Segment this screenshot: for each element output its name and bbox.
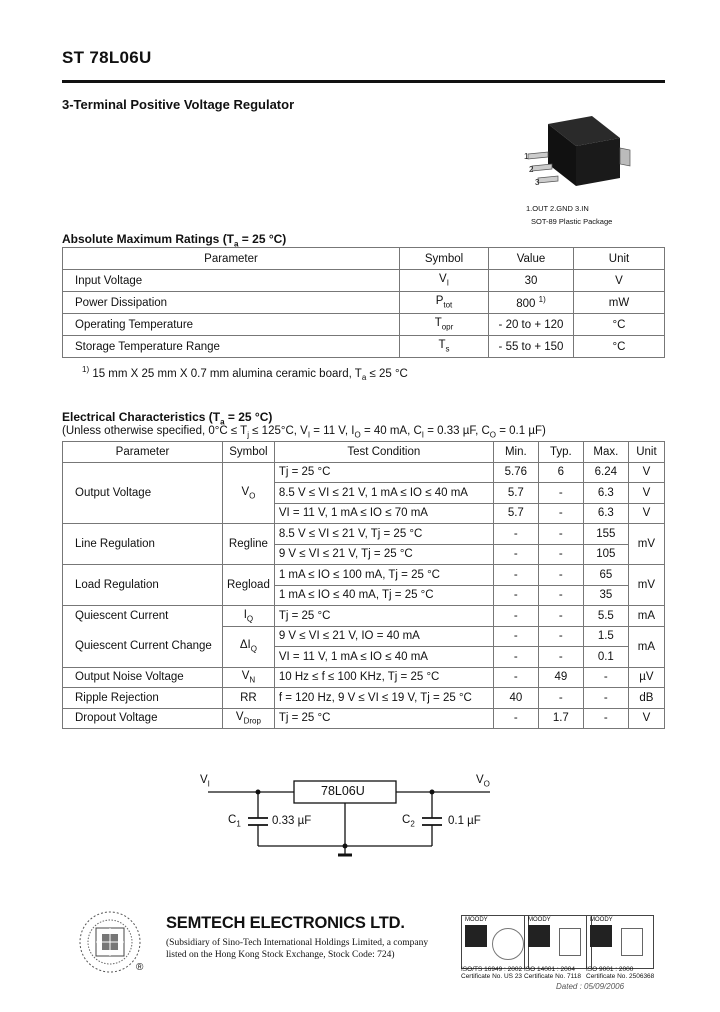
application-circuit [190, 770, 510, 865]
table-cell: $T_s$ [400, 336, 489, 358]
table-cell: mV [628, 565, 664, 606]
table-cell: f = 120 Hz, 9 V ≤ VI ≤ 19 V, Tj = 25 °C [274, 688, 493, 709]
table-cell: mA [628, 606, 664, 627]
table-row [63, 524, 665, 545]
ukas-check-icon [559, 928, 581, 956]
table-cell: mA [628, 626, 664, 667]
table-cell: Test Condition [274, 442, 493, 463]
table-row [63, 270, 665, 292]
vout-label: $V_O$ [476, 774, 490, 789]
table-cell: Regload [223, 565, 275, 606]
table-cell: - [538, 544, 583, 565]
company-listing-line: listed on the Hong Kong Stock Exchange, Stock Code: 724) [166, 950, 395, 960]
table-cell: 8.5 V ≤ VI ≤ 21 V, Tj = 25 °C [274, 524, 493, 545]
table-cell: $P_{tot}$ [400, 292, 489, 314]
table-cell: 5.76 [493, 462, 538, 483]
table-cell: V [628, 483, 664, 504]
moody-logo-icon [465, 925, 487, 947]
table-cell: - [538, 626, 583, 647]
table-row [63, 314, 665, 336]
table-cell: - [538, 585, 583, 606]
table-row [63, 462, 665, 483]
col-header: Parameter [63, 248, 400, 270]
certification-badge: MOODY [524, 915, 592, 969]
table-cell: - [583, 708, 628, 729]
table-cell: - [583, 667, 628, 688]
table-cell: - [493, 626, 538, 647]
document-date: Dated : 05/09/2006 [556, 982, 625, 991]
table-cell: Quiescent Current Change [63, 626, 223, 667]
table-cell: 40 [493, 688, 538, 709]
amr-title: Absolute Maximum Ratings ($T_a = 25$ °C) [62, 232, 287, 249]
table-cell: 800 $^{1)}$ [489, 292, 574, 314]
table-row [63, 626, 665, 647]
table-cell: $I_Q$ [223, 606, 275, 627]
table-cell: VI = 11 V, 1 mA ≤ IO ≤ 40 mA [274, 647, 493, 668]
table-cell: V [628, 503, 664, 524]
table-cell: - [493, 606, 538, 627]
ec-conditions: (Unless otherwise specified, $0^\circ C \le T_j \le 125^\circ C$, $V_I = 11$ V, $I_O = 40$ mA, $C_I = 0.33$ µF, $C_O = 0.1$ µF) [62, 425, 546, 440]
table-cell: - [538, 565, 583, 586]
vin-label: $V_I$ [200, 774, 210, 789]
sot89-package-icon [520, 112, 640, 207]
table-cell: °C [574, 314, 665, 336]
c1-label: $C_1$ [228, 814, 241, 829]
table-cell: - [538, 647, 583, 668]
amr-footnote: $^{1)}$ 15 mm X 25 mm X 0.7 mm alumina ceramic board, $T_a \le 25$ °C [82, 365, 408, 383]
company-name: SEMTECH ELECTRONICS LTD. [166, 914, 405, 932]
table-cell: - [493, 565, 538, 586]
table-cell: - [538, 483, 583, 504]
table-cell: 0.1 [583, 647, 628, 668]
table-row [63, 688, 665, 709]
table-cell: Input Voltage [63, 270, 400, 292]
cert-caption: ISO/TS 16949 : 2002 Certificate No. US 23 [461, 966, 523, 980]
ec-title: Electrical Characteristics ($T_a = 25$ °C) [62, 410, 273, 427]
table-cell: $V_{Drop}$ [223, 708, 275, 729]
table-cell: 155 [583, 524, 628, 545]
company-subsidiary-line: (Subsidiary of Sino-Tech International Holdings Limited, a company [166, 938, 429, 948]
table-cell: 9 V ≤ VI ≤ 21 V, IO = 40 mA [274, 626, 493, 647]
table-cell: $\Delta I_Q$ [223, 626, 275, 667]
electrical-characteristics-table [62, 441, 665, 729]
table-cell: 49 [538, 667, 583, 688]
ic-label: 78L06U [321, 784, 365, 798]
table-cell: 5.7 [493, 483, 538, 504]
table-cell: Ripple Rejection [63, 688, 223, 709]
part-number: ST 78L06U [62, 48, 152, 67]
col-header: Symbol [400, 248, 489, 270]
table-cell: - [583, 688, 628, 709]
moody-logo-icon [528, 925, 550, 947]
table-cell: 1 mA ≤ IO ≤ 100 mA, Tj = 25 °C [274, 565, 493, 586]
table-cell: - [538, 503, 583, 524]
certification-badge: MOODY [461, 915, 529, 969]
table-cell: 1 mA ≤ IO ≤ 40 mA, Tj = 25 °C [274, 585, 493, 606]
table-cell: µV [628, 667, 664, 688]
c1-value: 0.33 µF [272, 815, 312, 827]
table-cell: mV [628, 524, 664, 565]
table-row [63, 292, 665, 314]
table-cell: 35 [583, 585, 628, 606]
table-cell: Output Voltage [63, 462, 223, 524]
cert-caption: ISO 9001 : 2000 Certificate No. 2506368 [586, 966, 655, 980]
table-cell: Typ. [538, 442, 583, 463]
table-cell: Storage Temperature Range [63, 336, 400, 358]
table-cell: Tj = 25 °C [274, 462, 493, 483]
table-cell: 1.7 [538, 708, 583, 729]
zert-seal-icon [492, 928, 524, 960]
header-rule [62, 80, 665, 83]
table-cell: - [493, 585, 538, 606]
table-cell: $V_N$ [223, 667, 275, 688]
pin-legend: 1.OUT 2.GND 3.IN [526, 204, 589, 213]
table-cell: VI = 11 V, 1 mA ≤ IO ≤ 70 mA [274, 503, 493, 524]
table-cell: dB [628, 688, 664, 709]
table-cell: 6.3 [583, 483, 628, 504]
table-cell: V [628, 462, 664, 483]
pin-3-label: 3 [535, 178, 540, 187]
table-cell: - 20 to + 120 [489, 314, 574, 336]
table-cell: Regline [223, 524, 275, 565]
table-cell: Parameter [63, 442, 223, 463]
table-cell: $V_O$ [223, 462, 275, 524]
table-row [63, 565, 665, 586]
table-cell: Symbol [223, 442, 275, 463]
table-cell: 6.3 [583, 503, 628, 524]
table-cell: - [493, 524, 538, 545]
absolute-max-ratings-table [62, 247, 665, 358]
table-cell: °C [574, 336, 665, 358]
table-header-row [63, 442, 665, 463]
table-cell: Tj = 25 °C [274, 708, 493, 729]
table-cell: 30 [489, 270, 574, 292]
table-cell: - [538, 524, 583, 545]
table-cell: Operating Temperature [63, 314, 400, 336]
c2-value: 0.1 µF [448, 815, 481, 827]
table-row [63, 708, 665, 729]
pin-1-label: 1 [524, 152, 529, 161]
certification-badge: MOODY [586, 915, 654, 969]
table-cell: Output Noise Voltage [63, 667, 223, 688]
table-cell: Load Regulation [63, 565, 223, 606]
table-cell: 9 V ≤ VI ≤ 21 V, Tj = 25 °C [274, 544, 493, 565]
table-cell: 10 Hz ≤ f ≤ 100 KHz, Tj = 25 °C [274, 667, 493, 688]
table-cell: Unit [628, 442, 664, 463]
table-cell: Tj = 25 °C [274, 606, 493, 627]
table-cell: - 55 to + 150 [489, 336, 574, 358]
table-cell: - [493, 667, 538, 688]
table-cell: 105 [583, 544, 628, 565]
table-cell: - [493, 647, 538, 668]
table-cell: RR [223, 688, 275, 709]
col-header: Unit [574, 248, 665, 270]
package-name: SOT-89 Plastic Package [531, 217, 613, 226]
table-cell: V [628, 708, 664, 729]
pin-2-label: 2 [529, 165, 534, 174]
table-cell: - [493, 708, 538, 729]
table-cell: Power Dissipation [63, 292, 400, 314]
table-cell: Quiescent Current [63, 606, 223, 627]
table-row [63, 606, 665, 627]
c2-label: $C_2$ [402, 814, 415, 829]
table-cell: $T_{opr}$ [400, 314, 489, 336]
ukas-check-icon [621, 928, 643, 956]
table-cell: mW [574, 292, 665, 314]
table-cell: V [574, 270, 665, 292]
table-cell: 65 [583, 565, 628, 586]
page-subtitle: 3-Terminal Positive Voltage Regulator [62, 97, 295, 112]
table-cell: 5.5 [583, 606, 628, 627]
table-cell: Dropout Voltage [63, 708, 223, 729]
table-cell: - [493, 544, 538, 565]
table-cell: 5.7 [493, 503, 538, 524]
table-cell: 8.5 V ≤ VI ≤ 21 V, 1 mA ≤ IO ≤ 40 mA [274, 483, 493, 504]
moody-logo-icon [590, 925, 612, 947]
table-cell: - [538, 606, 583, 627]
col-header: Value [489, 248, 574, 270]
cert-caption: ISO 14001 : 2004 Certificate No. 7118 [524, 966, 581, 980]
table-header-row [63, 248, 665, 270]
registered-mark: ® [136, 962, 144, 973]
company-logo [76, 908, 148, 980]
table-row [63, 336, 665, 358]
table-cell: $V_I$ [400, 270, 489, 292]
table-cell: - [538, 688, 583, 709]
table-cell: Line Regulation [63, 524, 223, 565]
table-row [63, 667, 665, 688]
table-cell: 6.24 [583, 462, 628, 483]
table-cell: 6 [538, 462, 583, 483]
table-cell: Max. [583, 442, 628, 463]
table-cell: 1.5 [583, 626, 628, 647]
table-cell: Min. [493, 442, 538, 463]
